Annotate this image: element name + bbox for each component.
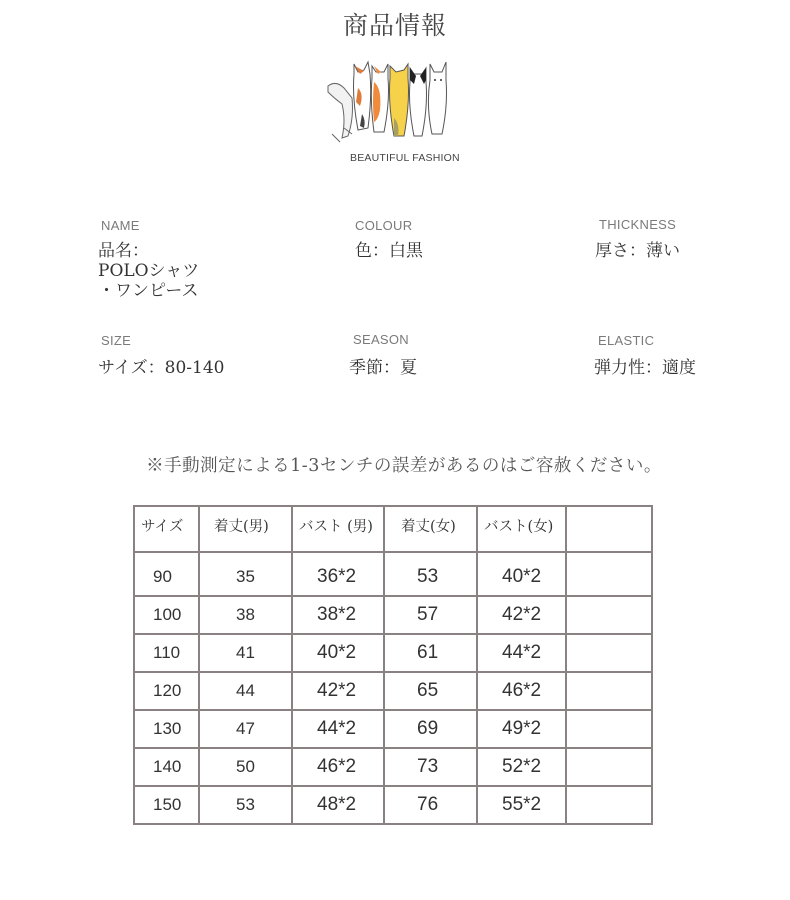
cell-bust-men: 42*2 xyxy=(292,672,384,710)
table-row xyxy=(134,710,652,748)
info-value: 色：白黒 xyxy=(355,241,423,261)
info-colour xyxy=(355,218,555,261)
cell-empty xyxy=(566,552,652,596)
cell-length-men: 35 xyxy=(199,552,292,596)
table-row xyxy=(134,552,652,596)
cell-length-men: 44 xyxy=(199,672,292,710)
info-season xyxy=(349,332,553,378)
cell-bust-men: 48*2 xyxy=(292,786,384,824)
cell-empty xyxy=(566,596,652,634)
cell-bust-men: 46*2 xyxy=(292,748,384,786)
cell-size: 120 xyxy=(134,672,199,710)
info-name xyxy=(98,218,301,301)
table-row xyxy=(134,596,652,634)
info-label: THICKNESS xyxy=(599,217,677,232)
measurement-note: ※手動測定による1-3センチの誤差があるのはご容赦ください。 xyxy=(146,456,662,476)
cell-length-women: 69 xyxy=(384,710,477,748)
header-bust-men: バスト (男) xyxy=(292,506,384,552)
cell-bust-women: 42*2 xyxy=(477,596,566,634)
cell-length-women: 73 xyxy=(384,748,477,786)
size-table xyxy=(133,505,653,825)
cell-bust-women: 40*2 xyxy=(477,552,566,596)
info-value: 弾力性：適度 xyxy=(594,358,696,378)
header-length-women: 着丈(女) xyxy=(384,506,477,552)
header-bust-women: バスト(女) xyxy=(477,506,566,552)
cell-bust-men: 40*2 xyxy=(292,634,384,672)
info-size xyxy=(98,333,301,378)
cell-bust-men: 44*2 xyxy=(292,710,384,748)
cell-bust-women: 55*2 xyxy=(477,786,566,824)
cell-length-men: 41 xyxy=(199,634,292,672)
cell-length-men: 38 xyxy=(199,596,292,634)
info-label: ELASTIC xyxy=(598,333,655,348)
cell-bust-women: 46*2 xyxy=(477,672,566,710)
brand-logo xyxy=(318,58,468,170)
info-label: NAME xyxy=(101,218,140,233)
cell-length-women: 65 xyxy=(384,672,477,710)
cell-bust-women: 52*2 xyxy=(477,748,566,786)
cell-size: 140 xyxy=(134,748,199,786)
info-value: 厚さ：薄い xyxy=(595,241,680,261)
info-value: 季節：夏 xyxy=(349,358,417,378)
cell-empty xyxy=(566,672,652,710)
table-row xyxy=(134,748,652,786)
cell-size: 150 xyxy=(134,786,199,824)
cell-bust-women: 49*2 xyxy=(477,710,566,748)
cell-empty xyxy=(566,634,652,672)
cell-empty xyxy=(566,748,652,786)
cell-length-women: 76 xyxy=(384,786,477,824)
cell-length-women: 61 xyxy=(384,634,477,672)
cell-bust-women: 44*2 xyxy=(477,634,566,672)
info-elastic xyxy=(594,333,790,378)
table-header-row xyxy=(134,506,652,552)
cell-size: 90 xyxy=(134,552,199,596)
brand-name: BEAUTIFUL FASHION xyxy=(350,152,460,164)
cell-size: 130 xyxy=(134,710,199,748)
header-size: サイズ xyxy=(134,506,199,552)
cell-empty xyxy=(566,786,652,824)
cell-bust-men: 38*2 xyxy=(292,596,384,634)
table-row xyxy=(134,634,652,672)
page-title: 商品情報 xyxy=(342,11,447,40)
cell-length-men: 53 xyxy=(199,786,292,824)
cell-empty xyxy=(566,710,652,748)
cell-size: 100 xyxy=(134,596,199,634)
info-label: COLOUR xyxy=(355,218,413,233)
cell-size: 110 xyxy=(134,634,199,672)
info-thickness xyxy=(595,217,790,261)
table-row xyxy=(134,672,652,710)
info-value: サイズ：80-140 xyxy=(98,358,225,378)
cell-length-men: 50 xyxy=(199,748,292,786)
cats-illustration-icon xyxy=(318,58,468,150)
header-empty xyxy=(566,506,652,552)
info-value: 品名： POLOシャツ ・ワンピース xyxy=(98,241,200,301)
table-row xyxy=(134,786,652,824)
cell-length-women: 53 xyxy=(384,552,477,596)
header-length-men: 着丈(男) xyxy=(199,506,292,552)
info-label: SEASON xyxy=(353,332,409,347)
cell-length-men: 47 xyxy=(199,710,292,748)
cell-bust-men: 36*2 xyxy=(292,552,384,596)
info-label: SIZE xyxy=(101,333,132,348)
cell-length-women: 57 xyxy=(384,596,477,634)
